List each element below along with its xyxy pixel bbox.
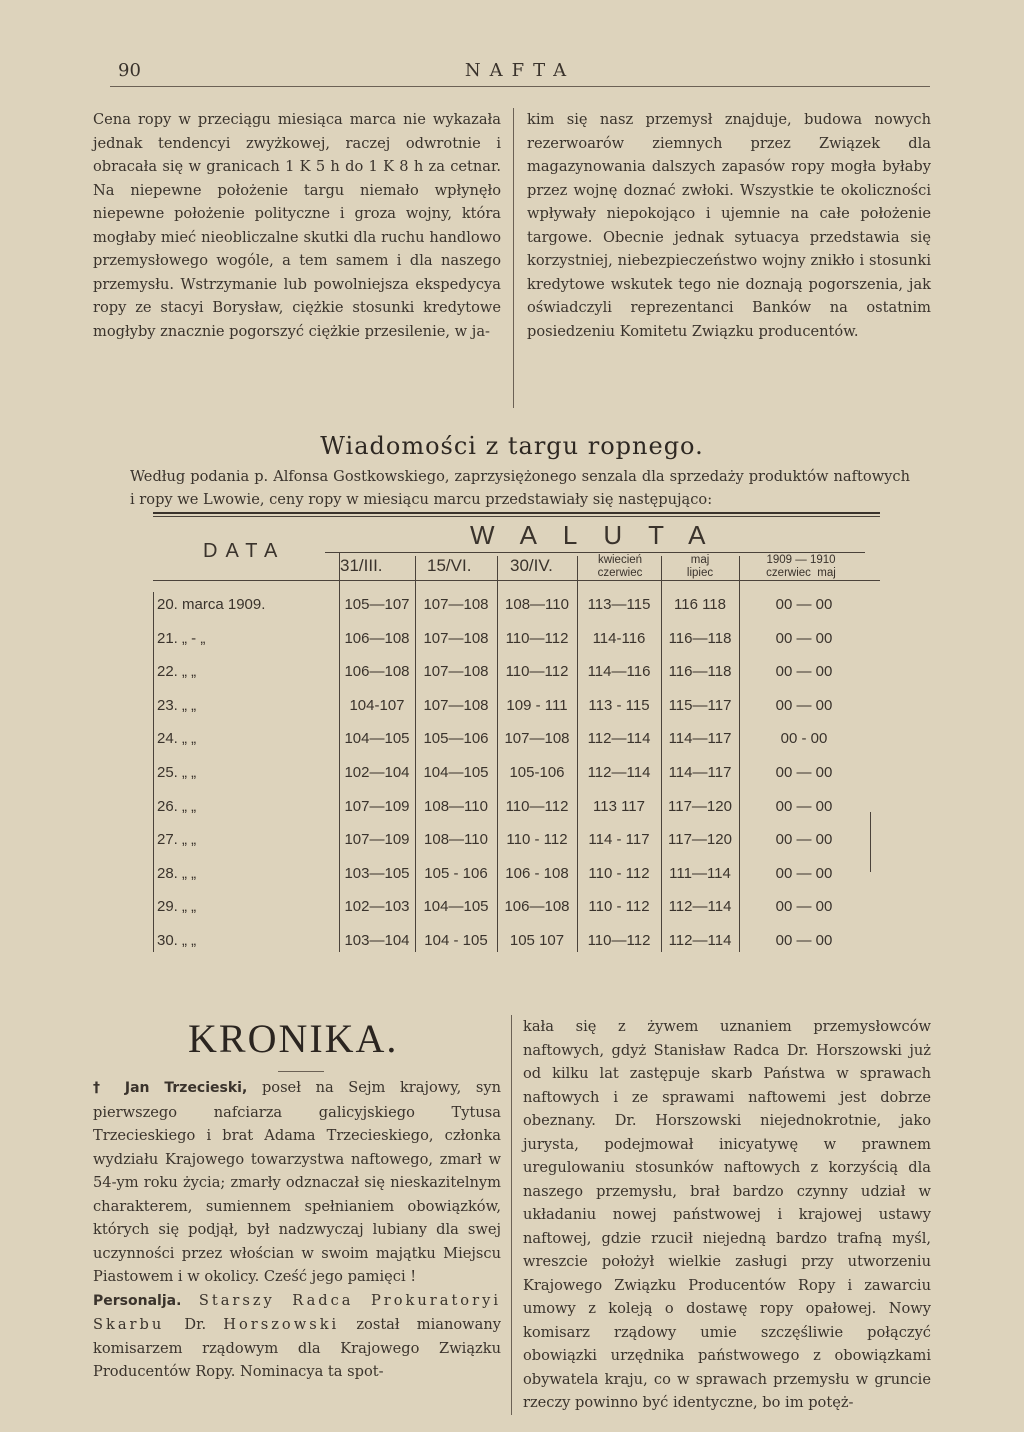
- header-rule: [110, 86, 930, 87]
- page-number: 90: [118, 60, 141, 81]
- article-left-column: [93, 108, 501, 343]
- kronika-heading: KRONIKA.: [188, 1016, 399, 1061]
- table-top-rule: [153, 512, 880, 514]
- kronika-right-text: kała się z żywem uznaniem przemysłowców naftowych, gdyż Stanisław Radca Dr. Horszowski już od kilku lat zastępuje skarb Państwa w sprawach naftowych i ze sprawami naftowemi jest dobrze obeznany. Dr. Horszowski niejednokrotnie, jako jurysta, podejmował inicyatywę w prawnem uregulowaniu stosunków naftowych z korzyścią dla naszego przemysłu, brał bardzo czynny udział w układaniu nowej państwowej i krajowej ustawy naftowej, gdzie rzucił niejedną bardzo trafną myśl, wreszcie położył wielkie zasługi przy utworzeniu Krajowego Związku Producentów Ropy i zawarciu umowy z koleją o dostawę ropy opałowej. Nowy komisarz rządowy umie szczęśliwie połączyć obowiązki urzędnika państwowego z obowiązkami obywatela kraju, co w sprawach przemysłu w gruncie rzeczy powinno być identyczne, bo im potęż-: [523, 1018, 931, 1411]
- table-vline-4: [577, 556, 578, 952]
- table-vline-3: [497, 556, 498, 952]
- personal-spaced-2: Horszowski: [223, 1316, 340, 1333]
- table-cell-price: 114-116: [592, 629, 646, 647]
- table-cell-price: 114—117: [668, 730, 732, 748]
- table-cell-date: 21. „ - „: [157, 629, 206, 647]
- table-cell-price: 112—114: [587, 764, 651, 781]
- col-header-kwiecien: kwiecień: [597, 554, 643, 566]
- table-cell-price: 107—108: [423, 596, 489, 613]
- table-cell-price: 107—108: [504, 730, 570, 748]
- table-cell-price: 116—118: [668, 629, 732, 647]
- obituary-name: † Jan Trzecieski,: [93, 1080, 248, 1096]
- table-cell-price: 107—108: [423, 629, 489, 647]
- table-cell-price: 105—106: [423, 730, 489, 748]
- table-vline-5: [661, 556, 662, 952]
- table-cell-price: 110—112: [505, 629, 569, 647]
- market-heading: Wiadomości z targu ropnego.: [320, 432, 704, 460]
- kronika-left-column: [93, 1076, 501, 1384]
- table-cell-price: 105-106: [509, 764, 565, 781]
- currency-header: WALUTA: [470, 520, 732, 550]
- table-cell-price: 00 — 00: [775, 663, 833, 681]
- market-intro: Według podania p. Alfonsa Gostkowskiego, zaprzysiężonego senzala dla sprzedaży produktów naftowych i ropy we Lwowie, ceny ropy w miesiącu marcu przedstawiały się następująco:: [130, 468, 910, 508]
- table-cell-price: 106—108: [504, 898, 570, 916]
- table-cell-price: 106—108: [344, 663, 410, 681]
- table-cell-price: 114 - 117: [588, 831, 650, 849]
- kronika-right-column: [523, 1015, 931, 1415]
- table-cell-price: 104—105: [423, 764, 489, 781]
- table-cell-price: 104 - 105: [424, 932, 488, 949]
- table-cell-price: 108—110: [424, 797, 488, 815]
- col-header-maj-lipiec: [665, 554, 735, 580]
- table-cell-price: 112—114: [587, 730, 651, 748]
- table-cell-price: 108—110: [424, 831, 488, 849]
- table-cell-price: 113 117: [593, 797, 645, 815]
- col-header-lipiec: lipiec: [686, 567, 714, 579]
- table-top-rule-2: [153, 516, 880, 517]
- table-cell-price: 00 — 00: [775, 932, 833, 949]
- table-cell-price: 00 — 00: [775, 898, 833, 916]
- table-header-rule: [153, 580, 880, 581]
- col-header-kwiecien-czerwiec: [580, 554, 660, 580]
- table-cell-price: 112—114: [668, 932, 732, 949]
- table-cell-date: 24. „ „: [157, 730, 197, 748]
- table-cell-price: 102—104: [344, 764, 410, 781]
- table-cell-price: 116—118: [668, 663, 732, 681]
- table-cell-price: 00 — 00: [775, 864, 833, 882]
- table-cell-price: 110—112: [505, 663, 569, 681]
- article-right-column: [527, 108, 931, 343]
- table-vline-right: [870, 812, 871, 872]
- table-cell-price: 00 — 00: [775, 629, 833, 647]
- obituary-text: poseł na Sejm krajowy, syn pierwszego nafciarza galicyjskiego Tytusa Trzecieskiego i brat Adama Trzecieskiego, członka wydziału Krajowego towarzystwa naftowego, zmarł w 54-ym roku życia; zmarły odznaczał się nieskazitelnym charakterem, sumiennem spełnianiem obowiązków, których się podjął, był nadzwyczaj lubiany dla swej uczynności przez włościan w swoim majątku Miejscu Piastowem i w okolicy. Cześć jego pamięci !: [93, 1079, 501, 1285]
- table-cell-price: 00 - 00: [780, 730, 828, 748]
- table-cell-price: 00 — 00: [775, 764, 833, 781]
- table-vline-6: [739, 556, 740, 952]
- table-cell-date: 27. „ „: [157, 831, 197, 849]
- table-cell-price: 106 - 108: [505, 864, 569, 882]
- table-cell-price: 107—108: [423, 696, 489, 714]
- table-cell-price: 116 118: [674, 596, 726, 613]
- table-cell-price: 00 — 00: [775, 696, 833, 714]
- personal-paragraph: [93, 1289, 501, 1384]
- personal-text-1: Dr.: [184, 1316, 224, 1333]
- table-cell-price: 112—114: [668, 898, 732, 916]
- table-cell-price: 103—104: [344, 932, 410, 949]
- table-cell-price: 104—105: [423, 898, 489, 916]
- personal-label: Personalja.: [93, 1292, 182, 1309]
- table-cell-price: 107—109: [344, 831, 410, 849]
- col-header-cz-maj: [745, 567, 857, 580]
- col-header-years: 1909 — 1910: [766, 554, 836, 566]
- table-cell-price: 109 - 111: [506, 696, 568, 714]
- table-cell-price: 108—110: [505, 596, 569, 613]
- col-header-cz: czerwiec: [766, 567, 811, 579]
- table-cell-price: 114—117: [668, 764, 732, 781]
- table-cell-date: 20. marca 1909.: [157, 596, 266, 613]
- kronika-rule: [278, 1071, 324, 1072]
- table-cell-price: 117—120: [668, 831, 732, 849]
- table-cell-price: 110 - 112: [588, 864, 650, 882]
- table-cell-price: 105 - 106: [424, 864, 488, 882]
- table-cell-price: 00 — 00: [775, 797, 833, 815]
- price-table: [125, 512, 880, 950]
- table-cell-price: 107—108: [423, 663, 489, 681]
- table-cell-date: 28. „ „: [157, 864, 197, 882]
- table-cell-price: 104—105: [344, 730, 410, 748]
- col-header-czerwiec: czerwiec: [597, 567, 643, 579]
- col-header-maj-2: maj: [817, 567, 836, 579]
- col-header-1909-1910: [745, 554, 857, 580]
- table-cell-date: 23. „ „: [157, 696, 197, 714]
- col-header-15-vi: 15/VI.: [427, 556, 472, 575]
- table-cell-price: 110—112: [505, 797, 569, 815]
- table-cell-date: 25. „ „: [157, 764, 197, 781]
- article-left-text: Cena ropy w przeciągu miesiąca marca nie wykazała jednak tendencyi zwyżkowej, raczej odwrotnie i obracała się w granicach 1 K 5 h do 1 K 8 h za cetnar. Na niepewne położenie targu niemało wpłynęło niepewne położenie polityczne i groza wojny, która mogłaby mieć nieobliczalne skutki dla ruchu handlowo przemysłowego wogóle, a tem samem i dla naszego przemysłu. Wstrzymanie lub powolniejsza ekspedycya ropy ze stacyi Borysław, ciężkie stosunki kredytowe mogłyby znacznie pogorszyć ciężkie przesilenie, w ja-: [93, 111, 501, 340]
- date-column-header: DATA: [203, 540, 286, 562]
- table-cell-date: 30. „ „: [157, 932, 197, 949]
- article-right-text: kim się nasz przemysł znajduje, budowa nowych rezerwoarów ziemnych przez Związek dla magazynowania dalszych zapasów ropy mogła byłaby przez wojnę doznać zwłoki. Wszystkie te okoliczności wpływały niepokojąco i ujemnie na całe położenie targowe. Obecnie jednak sytuacya przedstawia się korzystniej, niebezpieczeństwo wojny znikło i stosunki kredytowe wskutek tego nie doznają pogorszenia, jak oświadczyli reprezentanci Banków na ostatnim posiedzeniu Komitetu Związku producentów.: [527, 111, 931, 340]
- col-header-maj: maj: [690, 554, 710, 566]
- table-cell-price: 105—107: [344, 596, 410, 613]
- table-cell-price: 117—120: [668, 797, 732, 815]
- table-cell-price: 114—116: [587, 663, 651, 681]
- table-cell-price: 105 107: [509, 932, 565, 949]
- table-cell-price: 110—112: [587, 932, 651, 949]
- table-cell-date: 29. „ „: [157, 898, 197, 916]
- personal-spaced-1: Starszy Radca Prokuratoryi Skarbu: [93, 1291, 501, 1333]
- col-header-30-iv: 30/IV.: [510, 556, 553, 575]
- table-cell-price: 00 — 00: [775, 831, 833, 849]
- table-cell-price: 113—115: [587, 596, 651, 613]
- table-cell-price: 102—103: [344, 898, 410, 916]
- table-cell-date: 26. „ „: [157, 797, 197, 815]
- table-cell-price: 115—117: [668, 696, 732, 714]
- table-cell-price: 110 - 112: [588, 898, 650, 916]
- obituary-paragraph: [93, 1076, 501, 1289]
- journal-title: NAFTA: [464, 60, 576, 81]
- currency-header-rule: [325, 552, 865, 553]
- table-cell-price: 103—105: [344, 864, 410, 882]
- table-cell-price: 111—114: [669, 864, 731, 882]
- table-cell-price: 107—109: [344, 797, 410, 815]
- table-vline-left: [153, 592, 154, 952]
- table-cell-price: 110 - 112: [506, 831, 568, 849]
- table-vline-2: [415, 556, 416, 952]
- column-divider-top: [513, 108, 514, 408]
- column-divider-bottom: [511, 1015, 512, 1415]
- table-cell-price: 106—108: [344, 629, 410, 647]
- table-cell-price: 104-107: [349, 696, 405, 714]
- table-cell-price: 00 — 00: [775, 596, 833, 613]
- personal-text-2: został mianowany komisarzem rządowym dla Krajowego Związku Producentów Ropy. Nominacya ta spot-: [93, 1316, 501, 1380]
- col-header-31-iii: 31/III.: [340, 556, 383, 575]
- table-cell-date: 22. „ „: [157, 663, 197, 681]
- table-cell-price: 113 - 115: [588, 696, 650, 714]
